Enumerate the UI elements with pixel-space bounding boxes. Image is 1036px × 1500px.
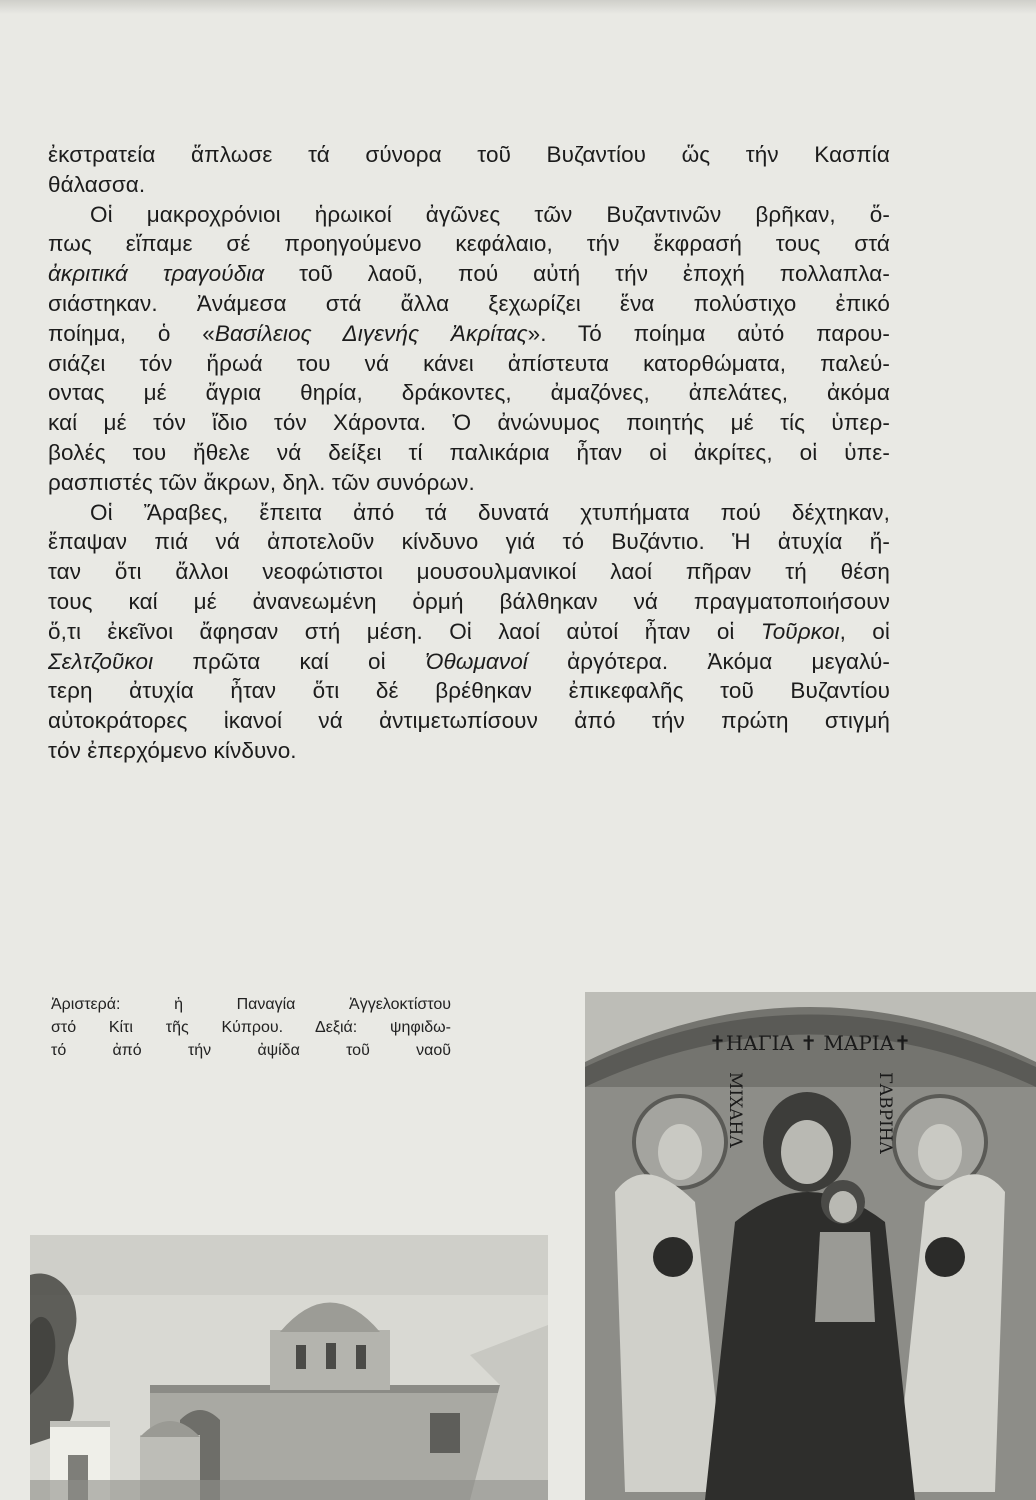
text-line: οντας μέ ἄγρια θηρία, δράκοντες, ἀμαζόνες, ἀπελάτες, ἀκόμα <box>48 380 890 406</box>
paragraph-1 <box>48 140 890 200</box>
caption-line: Ἀριστερά: ἡ Παναγία Ἀγγελοκτίστου <box>51 996 451 1013</box>
mosaic-illustration <box>585 992 1036 1500</box>
main-text <box>48 140 890 766</box>
text-line: Οἱ Ἄραβες, ἔπειτα ἀπό τά δυνατά χτυπήματα πού δέχτηκαν, <box>90 499 890 525</box>
italic-title: Βασίλειος Διγενής Ἀκρίτας <box>214 320 528 346</box>
text-line: αὐτοκράτορες ἱκανοί νά ἀντιμετωπίσουν ἀπό τήν πρώτη στιγμή <box>48 708 890 734</box>
mosaic-photo <box>585 992 1036 1500</box>
text-run: ποίημα, ὁ « <box>48 320 215 346</box>
text-run: ὅ,τι ἐκεῖνοι ἄφησαν στή μέση. Οἱ λαοί αὐτοί ἦταν οἱ <box>48 618 761 644</box>
paragraph-2 <box>48 200 890 498</box>
text-run: ». Τό ποίημα αὐτό παρου- <box>527 320 890 346</box>
text-line: τους καί μέ ἀνανεωμένη ὁρμή βάλθηκαν νά πραγματοποιήσουν <box>48 588 890 614</box>
text-run: πρῶτα καί οἱ <box>153 648 425 674</box>
italic-term: Τοῦρκοι <box>760 618 840 644</box>
church-illustration <box>30 1235 548 1500</box>
church-photo <box>30 1235 548 1500</box>
caption-line: τό ἀπό τήν ἀψίδα τοῦ ναοῦ <box>51 1042 451 1059</box>
text-line: ταν ὅτι ἄλλοι νεοφώτιστοι μουσουλμανικοί λαοί πῆραν τή θέση <box>48 559 890 585</box>
text-line: ἐκστρατεία ἅπλωσε τά σύνορα τοῦ Βυζαντίου ὥς τήν Κασπία <box>48 142 890 167</box>
paragraph-3 <box>48 498 890 766</box>
text-line: θάλασσα. <box>48 171 146 197</box>
mosaic-inscription: ✝ΗΑΓΙΑ ✝ ΜΑΡΙΑ✝ <box>709 1031 911 1055</box>
text-line: Οἱ μακροχρόνιοι ἡρωικοί ἀγῶνες τῶν Βυζαντινῶν βρῆκαν, ὅ- <box>90 201 890 227</box>
text-line <box>48 259 890 289</box>
text-run: τοῦ λαοῦ, πού αὐτή τήν ἐποχή πολλαπλα- <box>264 261 890 287</box>
text-line: τερη ἀτυχία ἦταν ὅτι δέ βρέθηκαν ἐπικεφαλῆς τοῦ Βυζαντίου <box>48 678 890 704</box>
text-line: σιάζει τόν ἥρωά του νά κάνει ἀπίστευτα κατορθώματα, παλεύ- <box>48 350 890 376</box>
page-top-shadow <box>0 0 1036 14</box>
text-line: βολές του ἤθελε νά δείξει τί παλικάρια ἦταν οἱ ἀκρίτες, οἱ ὑπε- <box>48 439 890 465</box>
text-line <box>48 319 890 349</box>
text-run: ἀργότερα. Ἀκόμα μεγαλύ- <box>527 648 890 674</box>
mosaic-name-left: ΜΙΧΑΗΛ <box>725 1072 745 1148</box>
text-line: σιάστηκαν. Ἀνάμεσα στά ἄλλα ξεχωρίζει ἕνα πολύστιχο ἐπικό <box>48 290 890 316</box>
text-line <box>48 647 890 677</box>
text-line <box>48 617 890 647</box>
text-line: ρασπιστές τῶν ἄκρων, δηλ. τῶν συνόρων. <box>48 469 475 495</box>
mosaic-name-right: ΓΑΒΡΙΗΛ <box>875 1072 895 1154</box>
text-run: , οἱ <box>839 618 890 644</box>
text-line: ἔπαψαν πιά νά ἀποτελοῦν κίνδυνο γιά τό Βυζάντιο. Ἡ ἀτυχία ἤ- <box>48 529 890 555</box>
italic-term: ἀκριτικά τραγούδια <box>48 261 265 287</box>
caption-line: στό Κίτι τῆς Κύπρου. Δεξιά: ψηφιδω- <box>51 1019 451 1036</box>
figure-caption <box>51 993 451 1062</box>
italic-term: Ὀθωμανοί <box>424 648 528 674</box>
italic-term: Σελτζοῦκοι <box>48 648 154 674</box>
text-line: καί μέ τόν ἴδιο τόν Χάροντα. Ὁ ἀνώνυμος ποιητής μέ τίς ὑπερ- <box>48 410 890 436</box>
text-line: τόν ἐπερχόμενο κίνδυνο. <box>48 737 297 763</box>
text-line: πως εἴπαμε σέ προηγούμενο κεφάλαιο, τήν ἔκφρασή τους στά <box>48 231 890 257</box>
